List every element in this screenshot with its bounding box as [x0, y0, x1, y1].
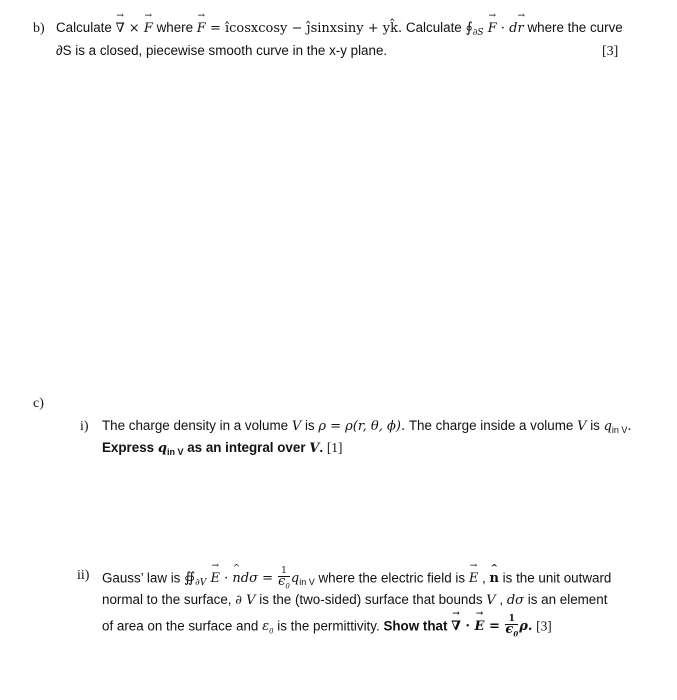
- curl-symbol: ∇ → × F →: [116, 21, 153, 36]
- part-c-i-line-1: [102, 418, 632, 435]
- is-text: is: [304, 418, 315, 433]
- part-b-line-2: ∂S is a closed, piecewise smooth curve in the x-y plane.: [56, 43, 388, 58]
- field-definition: F → = îcosxcosy − ĵsinxsiny + yk̂.: [197, 21, 402, 36]
- epsilon-symbol: $\varepsilon_0$: [262, 619, 274, 636]
- charge-text: The charge inside a volume: [408, 418, 574, 433]
- unit-outward-text: is the unit outward: [502, 570, 612, 586]
- charge-symbol: $q_{in V}$.: [603, 419, 632, 435]
- part-c-ii-label: ii): [77, 568, 90, 583]
- part-b-marks: [3]: [602, 44, 619, 59]
- surface-text: is the (two-sided) surface that bounds: [259, 592, 483, 607]
- part-b-line-1: [56, 20, 623, 38]
- is-text-2: is: [590, 418, 600, 433]
- part-c-i-marks: [1]: [326, 440, 343, 455]
- line-integral: $∮_{\partial S}$ F → · dr →: [465, 21, 523, 36]
- surface-integral: $∯_{\partial V}$ E → · n ^dσ = $\frac{1}{\epsilon_0}$ $q_{in V}$: [184, 571, 315, 586]
- charge-symbol-bold: $q_{in V}$: [157, 441, 184, 457]
- electric-field-text: where the electric field is: [318, 570, 466, 586]
- volume-symbol-2: V: [577, 419, 587, 434]
- part-c-ii-marks: [3]: [536, 618, 552, 634]
- normal-text: normal to the surface,: [102, 592, 232, 607]
- area-text: of area on the surface and: [102, 618, 259, 634]
- part-c-label: c): [33, 396, 44, 411]
- integral-over-text: as an integral over: [187, 440, 306, 455]
- permittivity-text: is the permittivity.: [277, 618, 380, 634]
- express-text: Express: [102, 440, 155, 455]
- dsigma-symbol: dσ: [506, 593, 525, 608]
- gauss-text: Gauss’ law is: [102, 570, 181, 586]
- electric-field-symbol: E →: [469, 571, 479, 586]
- where-text: where: [156, 20, 194, 35]
- show-that-text: Show that: [383, 618, 448, 634]
- calculate-text: Calculate: [56, 20, 112, 35]
- part-b-label: b): [33, 21, 45, 36]
- where-curve-text: where the curve: [527, 20, 623, 35]
- boundary-symbol: ∂ V: [235, 593, 256, 608]
- divergence-equation: ∇ → · E → = $\frac{1}{\epsilon_0}$ ρ.: [451, 619, 532, 634]
- volume-symbol-3: V: [486, 593, 496, 608]
- density-expression: ρ = ρ(r, θ, ϕ).: [318, 419, 406, 434]
- calculate-text-2: Calculate: [405, 20, 462, 35]
- volume-symbol-bold: V: [309, 441, 320, 456]
- part-c-ii-line-3: [102, 614, 552, 640]
- normal-symbol: n ^: [489, 571, 498, 586]
- volume-symbol: V: [291, 419, 302, 434]
- part-c-ii-line-1: Gauss’ law is $∯_{\partial V}$ E → · n ^dσ = $\frac{1}{\epsilon_0}$ $q_{in V}$ where the electric field is E → , n ^ is the unit outward: [102, 566, 611, 592]
- element-text: is an element: [527, 592, 608, 607]
- part-c-ii-line-2: normal to the surface, ∂ V is the (two-sided) surface that bounds V , dσ is an element: [102, 592, 608, 608]
- part-c-i-label: i): [80, 419, 89, 434]
- density-text: The charge density in a volume: [102, 418, 289, 433]
- part-c-i-line-2: Express $q_{in V}$ as an integral over V. [1]: [102, 440, 343, 457]
